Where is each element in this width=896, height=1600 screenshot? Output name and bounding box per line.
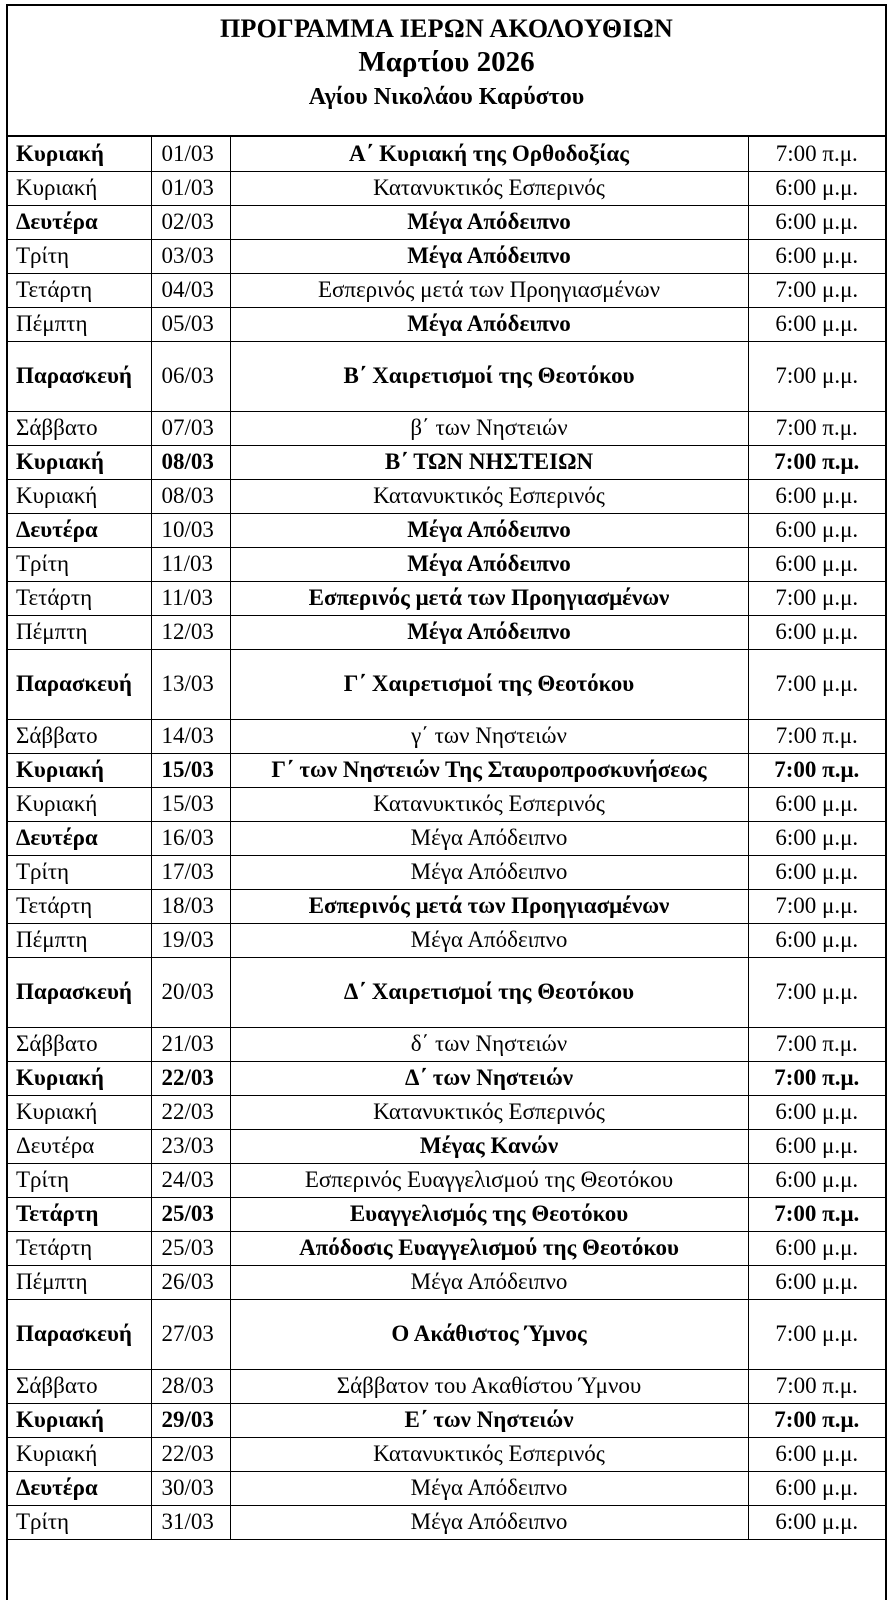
time-cell: 6:00 μ.μ. <box>748 1231 885 1265</box>
day-cell: Δευτέρα <box>8 821 151 855</box>
day-cell: Κυριακή <box>8 445 151 479</box>
time-cell: 7:00 π.μ. <box>748 1061 885 1095</box>
time-cell: 6:00 μ.μ. <box>748 821 885 855</box>
table-row <box>8 513 885 547</box>
table-row <box>8 1299 885 1369</box>
table-row <box>8 1197 885 1231</box>
date-cell: 01/03 <box>151 137 230 171</box>
time-cell: 6:00 μ.μ. <box>748 479 885 513</box>
day-cell: Τετάρτη <box>8 1197 151 1231</box>
time-cell: 7:00 π.μ. <box>748 445 885 479</box>
table-row <box>8 1231 885 1265</box>
service-cell: Κατανυκτικός Εσπερινός <box>230 1095 748 1129</box>
day-cell: Κυριακή <box>8 171 151 205</box>
date-cell: 08/03 <box>151 445 230 479</box>
time-cell: 7:00 π.μ. <box>748 753 885 787</box>
day-cell: Δευτέρα <box>8 513 151 547</box>
service-cell: Β΄ Χαιρετισμοί της Θεοτόκου <box>230 341 748 411</box>
table-row <box>8 855 885 889</box>
time-cell: 6:00 μ.μ. <box>748 1505 885 1539</box>
day-cell: Τρίτη <box>8 1505 151 1539</box>
table-row <box>8 1437 885 1471</box>
table-row <box>8 1129 885 1163</box>
service-cell: Μέγα Απόδειπνο <box>230 855 748 889</box>
table-row <box>8 171 885 205</box>
service-cell: Δ΄ των Νηστειών <box>230 1061 748 1095</box>
table-row <box>8 889 885 923</box>
table-row <box>8 957 885 1027</box>
table-row <box>8 1095 885 1129</box>
date-cell: 22/03 <box>151 1061 230 1095</box>
time-cell: 7:00 μ.μ. <box>748 957 885 1027</box>
day-cell: Παρασκευή <box>8 1299 151 1369</box>
date-cell: 01/03 <box>151 171 230 205</box>
date-cell: 17/03 <box>151 855 230 889</box>
date-cell: 15/03 <box>151 753 230 787</box>
time-cell: 7:00 μ.μ. <box>748 889 885 923</box>
table-row <box>8 1505 885 1539</box>
day-cell: Κυριακή <box>8 1403 151 1437</box>
service-cell: Δ΄ Χαιρετισμοί της Θεοτόκου <box>230 957 748 1027</box>
day-cell: Σάββατο <box>8 1027 151 1061</box>
table-row <box>8 1265 885 1299</box>
service-cell: Ευαγγελισμός της Θεοτόκου <box>230 1197 748 1231</box>
date-cell: 12/03 <box>151 615 230 649</box>
table-row <box>8 821 885 855</box>
date-cell: 28/03 <box>151 1369 230 1403</box>
table-row <box>8 581 885 615</box>
date-cell: 06/03 <box>151 341 230 411</box>
day-cell: Τρίτη <box>8 855 151 889</box>
time-cell: 7:00 μ.μ. <box>748 273 885 307</box>
table-row <box>8 273 885 307</box>
table-row <box>8 239 885 273</box>
table-row <box>8 1471 885 1505</box>
time-cell: 7:00 π.μ. <box>748 1403 885 1437</box>
date-cell: 05/03 <box>151 307 230 341</box>
date-cell: 21/03 <box>151 1027 230 1061</box>
service-cell: Εσπερινός μετά των Προηγιασμένων <box>230 581 748 615</box>
service-cell: Μέγα Απόδειπνο <box>230 923 748 957</box>
day-cell: Παρασκευή <box>8 649 151 719</box>
time-cell: 6:00 μ.μ. <box>748 171 885 205</box>
service-cell: Κατανυκτικός Εσπερινός <box>230 479 748 513</box>
service-cell: Μέγα Απόδειπνο <box>230 1505 748 1539</box>
time-cell: 6:00 μ.μ. <box>748 513 885 547</box>
date-cell: 27/03 <box>151 1299 230 1369</box>
schedule-sheet <box>6 4 887 1600</box>
service-cell: Μέγα Απόδειπνο <box>230 239 748 273</box>
date-cell: 25/03 <box>151 1231 230 1265</box>
service-cell: δ΄ των Νηστειών <box>230 1027 748 1061</box>
service-cell: Ο Ακάθιστος Ύμνος <box>230 1299 748 1369</box>
date-cell: 13/03 <box>151 649 230 719</box>
day-cell: Δευτέρα <box>8 1471 151 1505</box>
date-cell: 25/03 <box>151 1197 230 1231</box>
schedule-header <box>8 6 885 137</box>
church-name: Αγίου Νικολάου Καρύστου <box>308 84 585 110</box>
table-row <box>8 615 885 649</box>
service-cell: Μέγα Απόδειπνο <box>230 547 748 581</box>
day-cell: Παρασκευή <box>8 957 151 1027</box>
date-cell: 15/03 <box>151 787 230 821</box>
table-row <box>8 1403 885 1437</box>
date-cell: 23/03 <box>151 1129 230 1163</box>
day-cell: Πέμπτη <box>8 923 151 957</box>
service-cell: Γ΄ των Νηστειών Της Σταυροπροσκυνήσεως <box>230 753 748 787</box>
service-cell: Σάββατον του Ακαθίστου Ύμνου <box>230 1369 748 1403</box>
day-cell: Κυριακή <box>8 1061 151 1095</box>
table-row <box>8 307 885 341</box>
time-cell: 6:00 μ.μ. <box>748 1095 885 1129</box>
time-cell: 6:00 μ.μ. <box>748 1471 885 1505</box>
table-row <box>8 1369 885 1403</box>
date-cell: 14/03 <box>151 719 230 753</box>
date-cell: 31/03 <box>151 1505 230 1539</box>
day-cell: Πέμπτη <box>8 1265 151 1299</box>
table-row <box>8 137 885 171</box>
table-row <box>8 547 885 581</box>
table-row <box>8 1061 885 1095</box>
service-cell: Μέγα Απόδειπνο <box>230 821 748 855</box>
day-cell: Τετάρτη <box>8 273 151 307</box>
service-cell: β΄ των Νηστειών <box>230 411 748 445</box>
service-cell: Μέγα Απόδειπνο <box>230 1471 748 1505</box>
day-cell: Σάββατο <box>8 1369 151 1403</box>
time-cell: 6:00 μ.μ. <box>748 615 885 649</box>
time-cell: 7:00 π.μ. <box>748 137 885 171</box>
time-cell: 7:00 μ.μ. <box>748 581 885 615</box>
time-cell: 6:00 μ.μ. <box>748 923 885 957</box>
table-row <box>8 719 885 753</box>
service-cell: Μέγα Απόδειπνο <box>230 205 748 239</box>
time-cell: 6:00 μ.μ. <box>748 307 885 341</box>
table-row <box>8 649 885 719</box>
date-cell: 22/03 <box>151 1095 230 1129</box>
date-cell: 11/03 <box>151 581 230 615</box>
day-cell: Τετάρτη <box>8 1231 151 1265</box>
table-row <box>8 445 885 479</box>
day-cell: Τρίτη <box>8 239 151 273</box>
day-cell: Κυριακή <box>8 479 151 513</box>
services-table <box>8 137 885 1540</box>
table-row <box>8 753 885 787</box>
day-cell: Τρίτη <box>8 547 151 581</box>
time-cell: 7:00 π.μ. <box>748 1197 885 1231</box>
date-cell: 18/03 <box>151 889 230 923</box>
service-cell: Μέγα Απόδειπνο <box>230 513 748 547</box>
day-cell: Κυριακή <box>8 787 151 821</box>
service-cell: Εσπερινός μετά των Προηγιασμένων <box>230 889 748 923</box>
date-cell: 11/03 <box>151 547 230 581</box>
day-cell: Κυριακή <box>8 753 151 787</box>
time-cell: 6:00 μ.μ. <box>748 547 885 581</box>
schedule-title: ΠΡΟΓΡΑΜΜΑ ΙΕΡΩΝ ΑΚΟΛΟΥΘΙΩΝ <box>219 14 674 43</box>
date-cell: 20/03 <box>151 957 230 1027</box>
date-cell: 24/03 <box>151 1163 230 1197</box>
time-cell: 6:00 μ.μ. <box>748 1163 885 1197</box>
table-row <box>8 923 885 957</box>
service-cell: Κατανυκτικός Εσπερινός <box>230 787 748 821</box>
service-cell: Μέγας Κανών <box>230 1129 748 1163</box>
time-cell: 7:00 π.μ. <box>748 1369 885 1403</box>
day-cell: Κυριακή <box>8 1437 151 1471</box>
date-cell: 30/03 <box>151 1471 230 1505</box>
time-cell: 6:00 μ.μ. <box>748 855 885 889</box>
table-row <box>8 1027 885 1061</box>
service-cell: Α΄ Κυριακή της Ορθοδοξίας <box>230 137 748 171</box>
services-table-body <box>8 137 885 1539</box>
service-cell: Β΄ ΤΩΝ ΝΗΣΤΕΙΩΝ <box>230 445 748 479</box>
day-cell: Πέμπτη <box>8 615 151 649</box>
day-cell: Σάββατο <box>8 411 151 445</box>
time-cell: 7:00 π.μ. <box>748 411 885 445</box>
date-cell: 26/03 <box>151 1265 230 1299</box>
date-cell: 08/03 <box>151 479 230 513</box>
table-row <box>8 787 885 821</box>
day-cell: Πέμπτη <box>8 307 151 341</box>
date-cell: 29/03 <box>151 1403 230 1437</box>
date-cell: 22/03 <box>151 1437 230 1471</box>
table-row <box>8 341 885 411</box>
table-row <box>8 205 885 239</box>
table-row <box>8 479 885 513</box>
day-cell: Κυριακή <box>8 1095 151 1129</box>
service-cell: Μέγα Απόδειπνο <box>230 615 748 649</box>
time-cell: 6:00 μ.μ. <box>748 1437 885 1471</box>
service-cell: Γ΄ Χαιρετισμοί της Θεοτόκου <box>230 649 748 719</box>
service-cell: Απόδοσις Ευαγγελισμού της Θεοτόκου <box>230 1231 748 1265</box>
service-cell: Κατανυκτικός Εσπερινός <box>230 1437 748 1471</box>
service-cell: Ε΄ των Νηστειών <box>230 1403 748 1437</box>
day-cell: Σάββατο <box>8 719 151 753</box>
day-cell: Τρίτη <box>8 1163 151 1197</box>
service-cell: Εσπερινός Ευαγγελισμού της Θεοτόκου <box>230 1163 748 1197</box>
day-cell: Κυριακή <box>8 137 151 171</box>
time-cell: 6:00 μ.μ. <box>748 205 885 239</box>
date-cell: 03/03 <box>151 239 230 273</box>
date-cell: 02/03 <box>151 205 230 239</box>
time-cell: 7:00 π.μ. <box>748 1027 885 1061</box>
service-cell: Κατανυκτικός Εσπερινός <box>230 171 748 205</box>
time-cell: 6:00 μ.μ. <box>748 787 885 821</box>
service-cell: Μέγα Απόδειπνο <box>230 1265 748 1299</box>
time-cell: 6:00 μ.μ. <box>748 1129 885 1163</box>
time-cell: 7:00 μ.μ. <box>748 1299 885 1369</box>
day-cell: Τετάρτη <box>8 581 151 615</box>
day-cell: Δευτέρα <box>8 1129 151 1163</box>
date-cell: 04/03 <box>151 273 230 307</box>
time-cell: 7:00 μ.μ. <box>748 649 885 719</box>
service-cell: Μέγα Απόδειπνο <box>230 307 748 341</box>
day-cell: Παρασκευή <box>8 341 151 411</box>
time-cell: 6:00 μ.μ. <box>748 1265 885 1299</box>
day-cell: Δευτέρα <box>8 205 151 239</box>
service-cell: γ΄ των Νηστειών <box>230 719 748 753</box>
date-cell: 10/03 <box>151 513 230 547</box>
date-cell: 16/03 <box>151 821 230 855</box>
time-cell: 7:00 μ.μ. <box>748 341 885 411</box>
day-cell: Τετάρτη <box>8 889 151 923</box>
date-cell: 07/03 <box>151 411 230 445</box>
table-row <box>8 1163 885 1197</box>
service-cell: Εσπερινός μετά των Προηγιασμένων <box>230 273 748 307</box>
time-cell: 6:00 μ.μ. <box>748 239 885 273</box>
date-cell: 19/03 <box>151 923 230 957</box>
table-row <box>8 411 885 445</box>
time-cell: 7:00 π.μ. <box>748 719 885 753</box>
schedule-month: Μαρτίου 2026 <box>358 46 535 78</box>
